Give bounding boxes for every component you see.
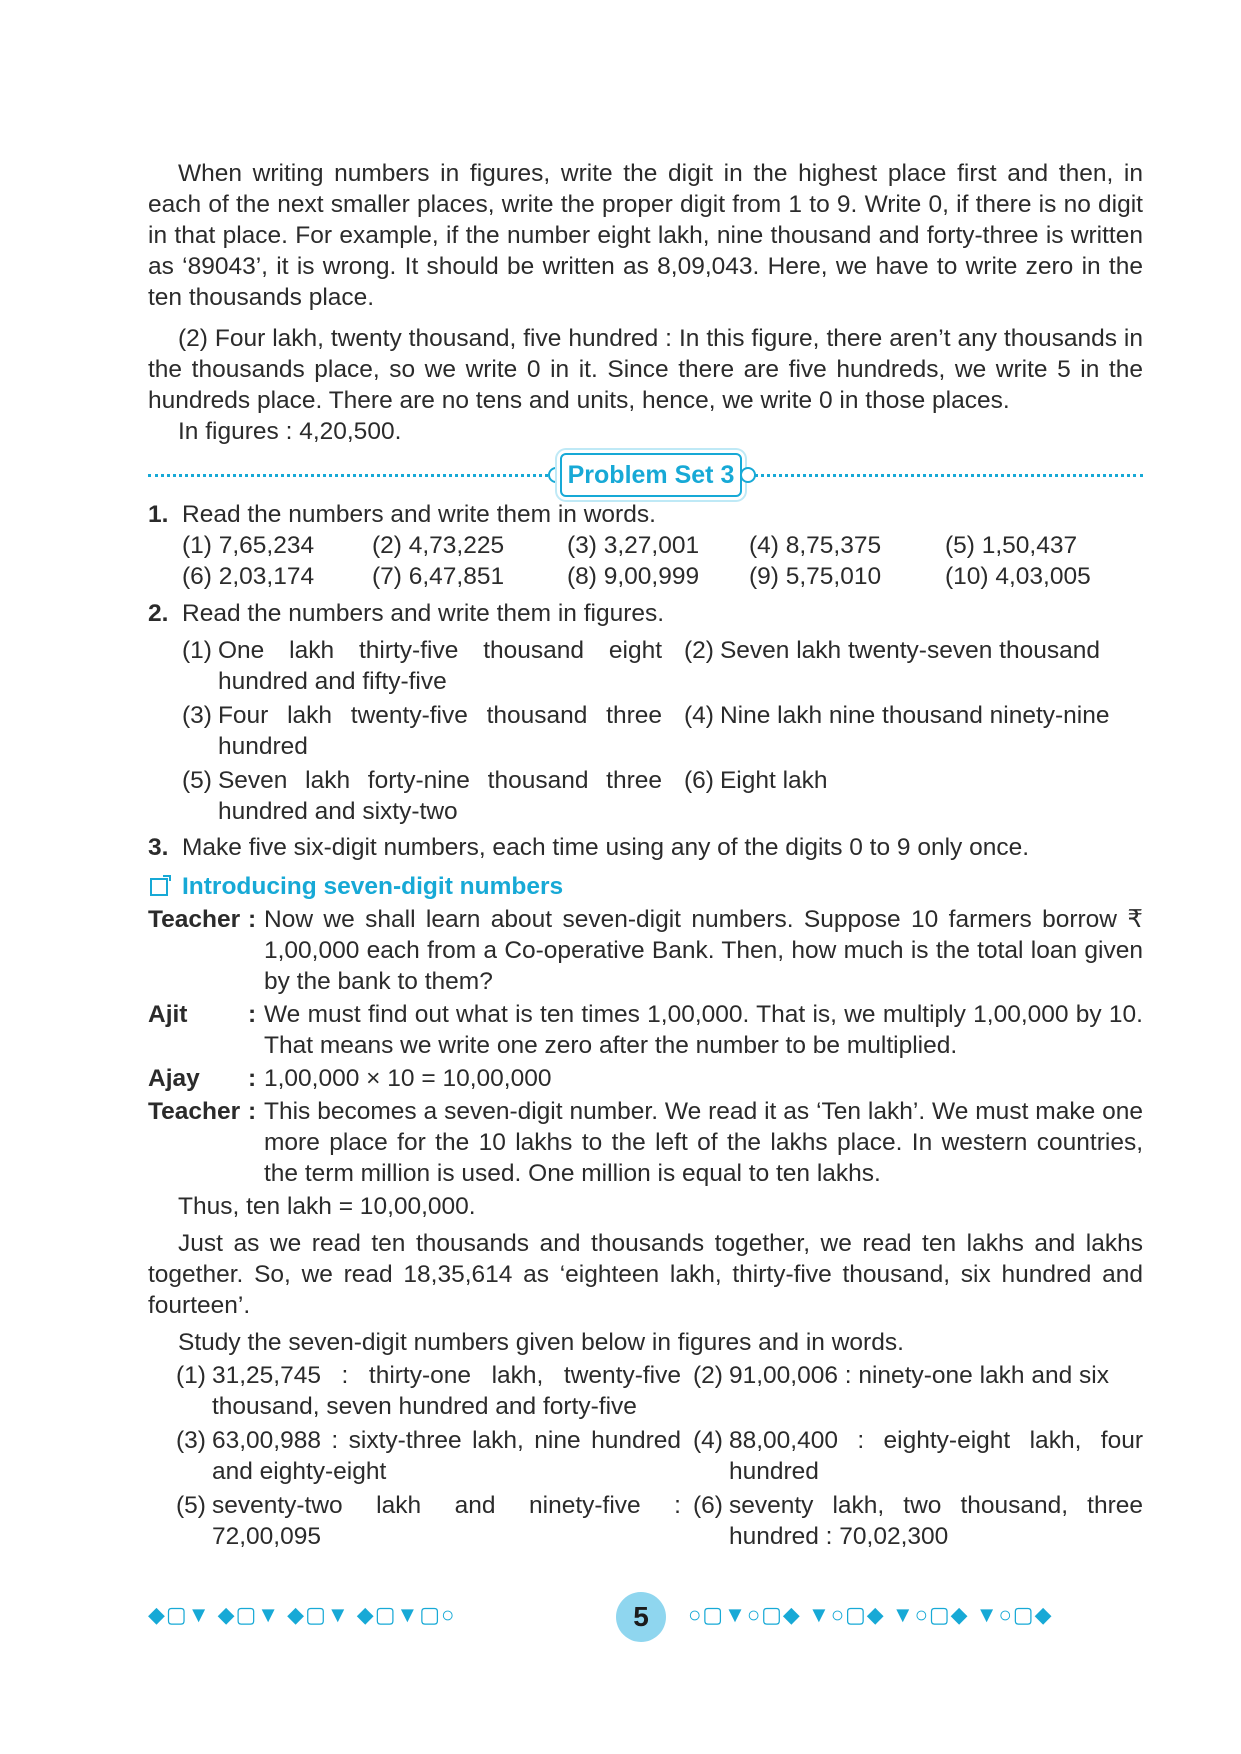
- list-item: [693, 1360, 1143, 1422]
- list-item: (2) 4,73,225: [372, 532, 505, 559]
- list-item: [182, 765, 662, 827]
- question-text: Read the numbers and write them in words.: [182, 501, 656, 528]
- question-1: [148, 499, 1143, 530]
- page-content: [148, 158, 1143, 1555]
- item-text: Eight lakh: [719, 767, 828, 794]
- list-item: [693, 1490, 1143, 1552]
- page-footer: [148, 1592, 1143, 1636]
- colon: :: [248, 1065, 257, 1092]
- problem-set-title: Problem Set 3: [560, 453, 742, 497]
- list-item: [684, 765, 1143, 827]
- list-item: [684, 700, 1143, 762]
- question-number: 3.: [148, 834, 169, 861]
- dialogue-text: This becomes a seven-digit number. We read it as ‘Ten lakh’. We must make one more place for the 10 lakhs to the left of the lakhs place. In western countries, the term million is used. One million is equal to ten lakhs.: [264, 1098, 1143, 1187]
- dialogue-line: [148, 1063, 1143, 1094]
- item-number: (2): [684, 637, 714, 664]
- item-number: (5): [176, 1492, 206, 1519]
- speaker-name: Ajay: [148, 1065, 200, 1092]
- list-item: (3) 3,27,001: [567, 532, 700, 559]
- item-number: (4): [693, 1427, 723, 1454]
- thus-line: Thus, ten lakh = 10,00,000.: [178, 1193, 476, 1220]
- question-text: Make five six-digit numbers, each time using any of the digits 0 to 9 only once.: [182, 834, 1030, 861]
- list-item: [176, 1360, 681, 1422]
- list-item: (8) 9,00,999: [567, 563, 700, 590]
- dialogue-text: We must find out what is ten times 1,00,000. That is, we multiply 1,00,000 by 10. That means we write one zero after the number to be multiplied.: [264, 1001, 1143, 1059]
- page-number: 5: [616, 1592, 666, 1642]
- colon: :: [248, 906, 257, 933]
- list-item: (9) 5,75,010: [749, 563, 882, 590]
- item-number: (3): [182, 702, 212, 729]
- item-text: Nine lakh nine thousand ninety-nine: [719, 702, 1110, 729]
- item-text: 63,00,988 : sixty-three lakh, nine hundred and eighty-eight: [211, 1427, 681, 1485]
- section-paragraph: Just as we read ten thousands and thousands together, we read ten lakhs and lakhs together. So, we read 18,35,614 as ‘eighteen lakh, thirty-five thousand, six hundred and fourteen’.: [148, 1230, 1143, 1319]
- item-text: 91,00,006 : ninety-one lakh and six: [728, 1362, 1109, 1389]
- question-3: [148, 832, 1143, 863]
- colon: :: [248, 1001, 257, 1028]
- list-item: (1) 7,65,234: [182, 532, 315, 559]
- section-title: Introducing seven-digit numbers: [182, 873, 564, 900]
- list-item: (5) 1,50,437: [945, 532, 1078, 559]
- checkbox-square-icon: [150, 878, 168, 896]
- question-text: Read the numbers and write them in figures.: [182, 600, 665, 627]
- item-text: One lakh thirty-five thousand eight hundred and fifty-five: [217, 637, 662, 695]
- item-text: Seven lakh forty-nine thousand three hundred and sixty-two: [217, 767, 662, 825]
- item-number: (3): [176, 1427, 206, 1454]
- list-item: (6) 2,03,174: [182, 563, 315, 590]
- list-item: [684, 635, 1143, 697]
- speaker-name: Teacher: [148, 1098, 241, 1125]
- list-item: [693, 1425, 1143, 1487]
- list-item: [182, 635, 662, 697]
- list-item: (10) 4,03,005: [945, 563, 1091, 590]
- item-number: (6): [684, 767, 714, 794]
- item-number: (1): [176, 1362, 206, 1389]
- footer-pattern-right: ○▢▼○▢◆ ▼○▢◆ ▼○▢◆ ▼○▢◆: [688, 1602, 1053, 1627]
- question-1-items: [148, 530, 1143, 592]
- item-text: 31,25,745 : thirty-one lakh, twenty-five thousand, seven hundred and forty-five: [211, 1362, 681, 1420]
- item-text: seventy-two lakh and ninety-five : 72,00,095: [211, 1492, 681, 1550]
- item-number: (4): [684, 702, 714, 729]
- speaker-name: Teacher: [148, 906, 241, 933]
- list-item: [176, 1490, 681, 1552]
- list-item: (7) 6,47,851: [372, 563, 505, 590]
- list-item: [176, 1425, 681, 1487]
- dialogue-line: [148, 999, 1143, 1061]
- divider-knob-right: [740, 467, 756, 483]
- question-number: 2.: [148, 600, 169, 627]
- dialogue-text: 1,00,000 × 10 = 10,00,000: [264, 1065, 552, 1092]
- item-text: 88,00,400 : eighty-eight lakh, four hundred: [728, 1427, 1143, 1485]
- list-item: (4) 8,75,375: [749, 532, 882, 559]
- list-item: [182, 700, 662, 762]
- intro-paragraph-1: When writing numbers in figures, write the digit in the highest place first and then, in each of the next smaller places, write the proper digit from 1 to 9. Write 0, if there is no digit in that place. For example, if the number eight lakh, nine thousand and forty-three is written as ‘89043’, it is wrong. It should be written as 8,09,043. Here, we have to write zero in the ten thousands place.: [148, 160, 1143, 311]
- intro-paragraph-3: In figures : 4,20,500.: [178, 418, 402, 445]
- question-number: 1.: [148, 501, 169, 528]
- section-heading: [148, 871, 1143, 902]
- intro-paragraph-2: (2) Four lakh, twenty thousand, five hundred : In this figure, there aren’t any thousands in the thousands place, so we write 0 in it. Since there are five hundreds, we write 5 in the hundreds place. There are no tens and units, hence, we write 0 in those places.: [148, 325, 1143, 414]
- colon: :: [248, 1098, 257, 1125]
- dialogue-line: [148, 1096, 1143, 1189]
- item-number: (2): [693, 1362, 723, 1389]
- question-2: [148, 598, 1143, 629]
- item-text: seventy lakh, two thousand, three hundred : 70,02,300: [728, 1492, 1143, 1550]
- problem-set-header: [148, 453, 1143, 497]
- examples-list: [148, 1360, 1143, 1555]
- study-line: Study the seven-digit numbers given below in figures and in words.: [178, 1329, 904, 1356]
- dialogue-line: [148, 904, 1143, 997]
- item-number: (1): [182, 637, 212, 664]
- dialogue-text: Now we shall learn about seven-digit numbers. Suppose 10 farmers borrow ₹ 1,00,000 each from a Co-operative Bank. Then, how much is the total loan given by the bank to them?: [264, 906, 1143, 995]
- question-2-items: [148, 635, 1143, 830]
- footer-pattern-left: ◆▢▼ ◆▢▼ ◆▢▼ ◆▢▼▢○: [148, 1602, 456, 1627]
- item-text: Seven lakh twenty-seven thousand: [719, 637, 1100, 664]
- item-number: (5): [182, 767, 212, 794]
- item-text: Four lakh twenty-five thousand three hundred: [217, 702, 662, 760]
- speaker-name: Ajit: [148, 1001, 188, 1028]
- item-number: (6): [693, 1492, 723, 1519]
